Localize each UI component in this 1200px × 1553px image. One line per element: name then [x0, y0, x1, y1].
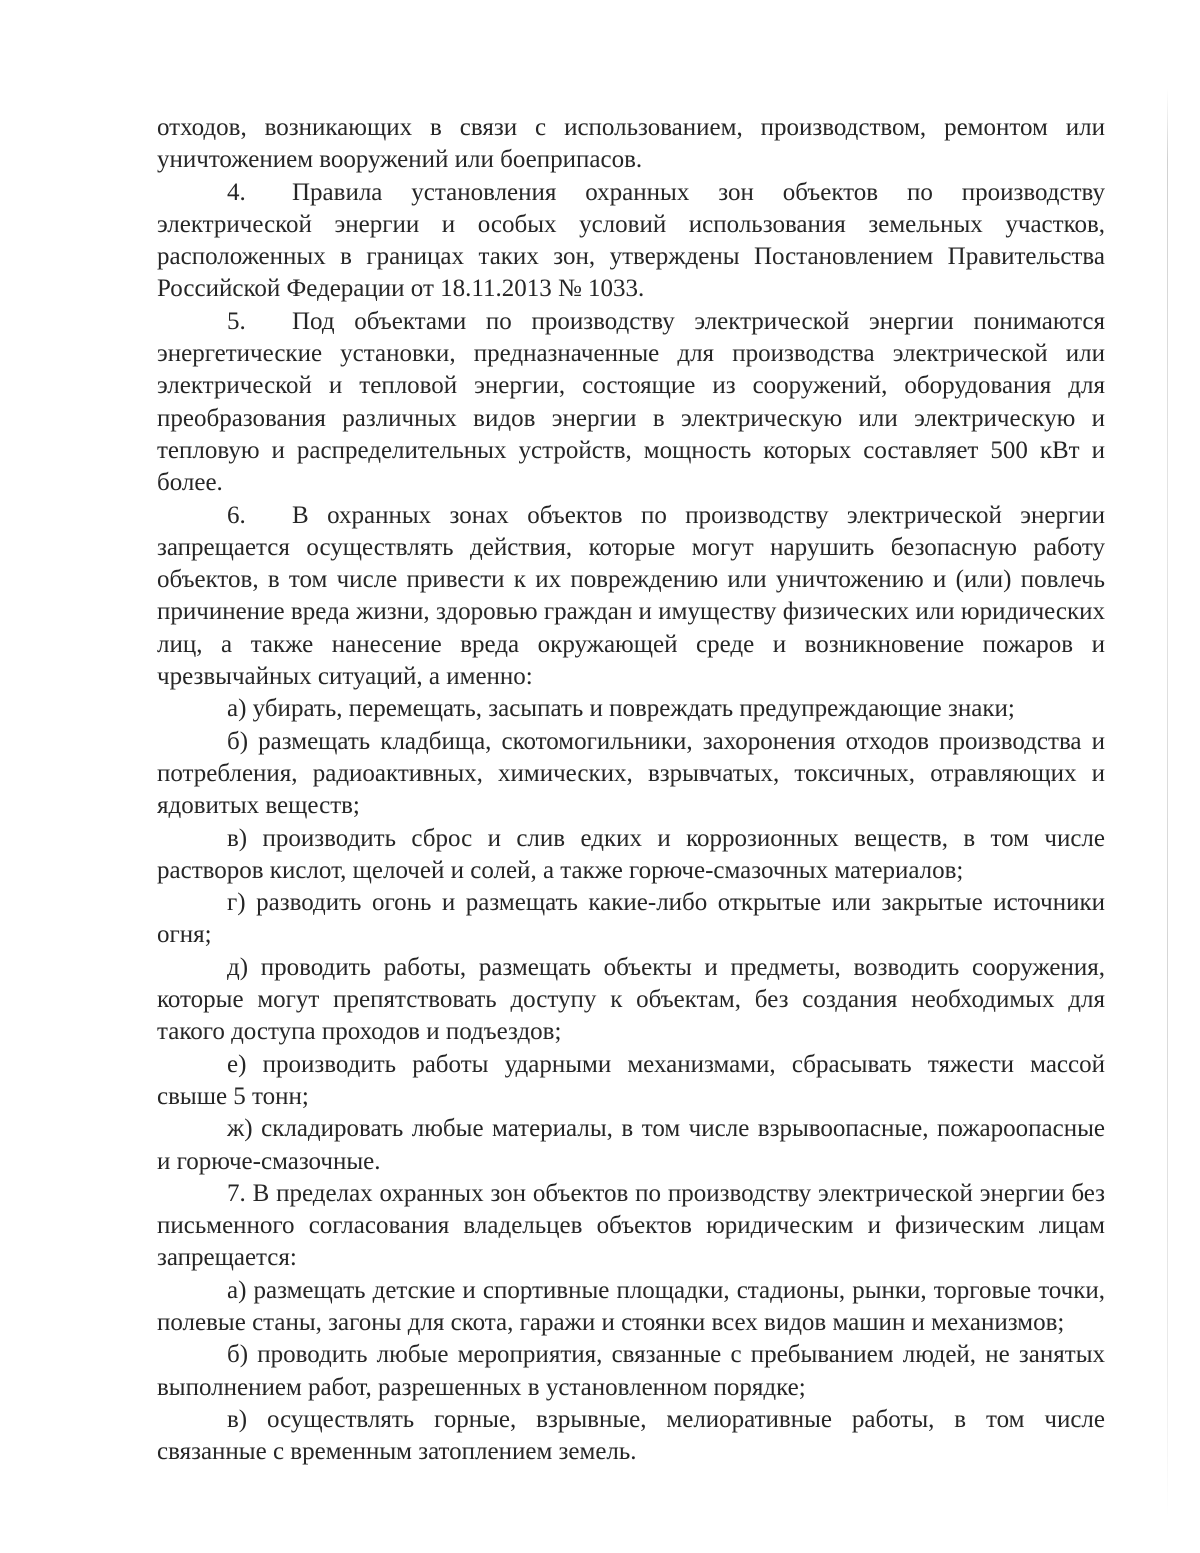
item-7-subitem-b: б) проводить любые мероприятия, связанные с пребыванием людей, не занятых выполнением работ, разрешенных в установленном порядке; — [157, 1341, 1105, 1401]
scan-edge-mark — [1167, 88, 1168, 1518]
item-7-paragraph: 7. В пределах охранных зон объектов по производству электрической энергии без письменного согласования владельцев объектов юридическим и физическим лицам запрещается: — [157, 1179, 1105, 1272]
item-6-subitem-b: б) размещать кладбища, скотомогильники, захоронения отходов производства и потребления, радиоактивных, химических, взрывчатых, токсичных, отравляющих и ядовитых веществ; — [157, 727, 1105, 820]
document-page — [157, 112, 1105, 1468]
item-4-paragraph — [157, 177, 1105, 306]
item-6-subitem-e: е) производить работы ударными механизмами, сбрасывать тяжести массой свыше 5 тонн; — [157, 1050, 1105, 1110]
item-4-number: 4. — [227, 178, 246, 206]
item-6-subitem-a: а) убирать, перемещать, засыпать и повреждать предупреждающие знаки; — [227, 695, 1015, 723]
continuation-paragraph: отходов, возникающих в связи с использованием, производством, ремонтом или уничтожением вооружений или боеприпасов. — [157, 114, 1105, 174]
item-6-text: В охранных зонах объектов по производству электрической энергии запрещается осуществлять действия, которые могут нарушить безопасную работу объектов, в том числе привести к их повреждению или уничтожению и (или) повлечь причинение вреда жизни, здоровью граждан и имуществу физических или юридических лиц, а также нанесение вреда окружающей среде и возникновение пожаров и чрезвычайных ситуаций, а именно: — [157, 501, 1105, 691]
item-6-subitem-d: д) проводить работы, размещать объекты и предметы, возводить сооружения, которые могут препятствовать доступу к объектам, без создания необходимых для такого доступа проходов и подъездов; — [157, 953, 1105, 1046]
item-6-subitem-g: г) разводить огонь и размещать какие-либо открытые или закрытые источники огня; — [157, 889, 1105, 949]
item-6-paragraph — [157, 500, 1105, 694]
item-6-subitem-v: в) производить сброс и слив едких и коррозионных веществ, в том числе растворов кислот, щелочей и солей, а также горюче-смазочных материалов; — [157, 824, 1105, 884]
item-5-number: 5. — [227, 307, 246, 335]
item-6-number: 6. — [227, 501, 246, 529]
item-4-text: Правила установления охранных зон объектов по производству электрической энергии и особых условий использования земельных участков, расположенных в границах таких зон, утверждены Постановлением Правительства Российской Федерации от 18.11.2013 № 1033. — [157, 178, 1105, 303]
item-7-subitem-a: а) размещать детские и спортивные площадки, стадионы, рынки, торговые точки, полевые станы, загоны для скота, гаражи и стоянки всех видов машин и механизмов; — [157, 1276, 1105, 1336]
item-7-subitem-v: в) осуществлять горные, взрывные, мелиоративные работы, в том числе связанные с временным затоплением земель. — [157, 1405, 1105, 1466]
item-5-paragraph — [157, 306, 1105, 500]
item-6-subitem-zh: ж) складировать любые материалы, в том числе взрывоопасные, пожароопасные и горюче-смазочные. — [157, 1115, 1105, 1175]
item-5-text: Под объектами по производству электрической энергии понимаются энергетические установки, предназначенные для производства электрической или электрической и тепловой энергии, состоящие из сооружений, оборудования для преобразования различных видов энергии в электрическую или электрическую и тепловую и распределительных устройств, мощность которых составляет 500 кВт и более. — [157, 307, 1105, 497]
